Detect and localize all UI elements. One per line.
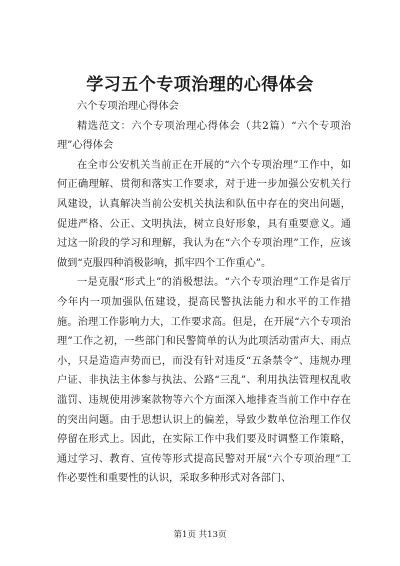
- document-subtitle: 六个专项治理心得体会: [77, 101, 179, 112]
- paragraph: 一是克服“形式上”的消极想法。“六个专项治理”工作是省厅今年内一项加强队伍建设，提高民警执法能力和水平的工作措施。治理工作影响力大，工作要求高。但是，在开展“六个专项治理”工作之初，一些部门和民警简单的认为此项活动雷声大、雨点小，只是造造声势而已，而没有针对违反“五条禁令”、违规办理户证、非执法主体参与执法、公路“三乱”、利用执法管理权乱收滥罚、违规使用涉案款物等六个方面深入地排查当前工作中存在的突出问题。由于思想认识上的偏差，导致少数单位治理工作仅停留在形式上。因此，在实际工作中我们要及时调整工作策略，通过学习、教育、宣传等形式提高民警对开展“六个专项治理”工作必要性和重要性的认识，采取多种形式对各部门、: [57, 277, 351, 485]
- document-intro: 精选范文：六个专项治理心得体会（共2篇）“六个专项治理”心得体会: [57, 120, 351, 152]
- paragraph: 在全市公安机关当前正在开展的“六个专项治理”工作中，如何正确理解、贯彻和落实工作要求，对于进一步加强公安机关行风建设，认真解决当前公安机关执法和队伍中存在的突出问题，促进严格、公正、文明执法，树立良好形象，具有重要意义。通过这一阶段的学习和理解，我认为在“六个专项治理”工作，应该做到“克服四种消极影响，抓牢四个工作重心”。: [57, 159, 351, 269]
- document-body: [57, 97, 351, 489]
- document-title: 学习五个专项治理的心得体会: [86, 75, 314, 95]
- page-number: 第1页 共13页: [173, 530, 227, 540]
